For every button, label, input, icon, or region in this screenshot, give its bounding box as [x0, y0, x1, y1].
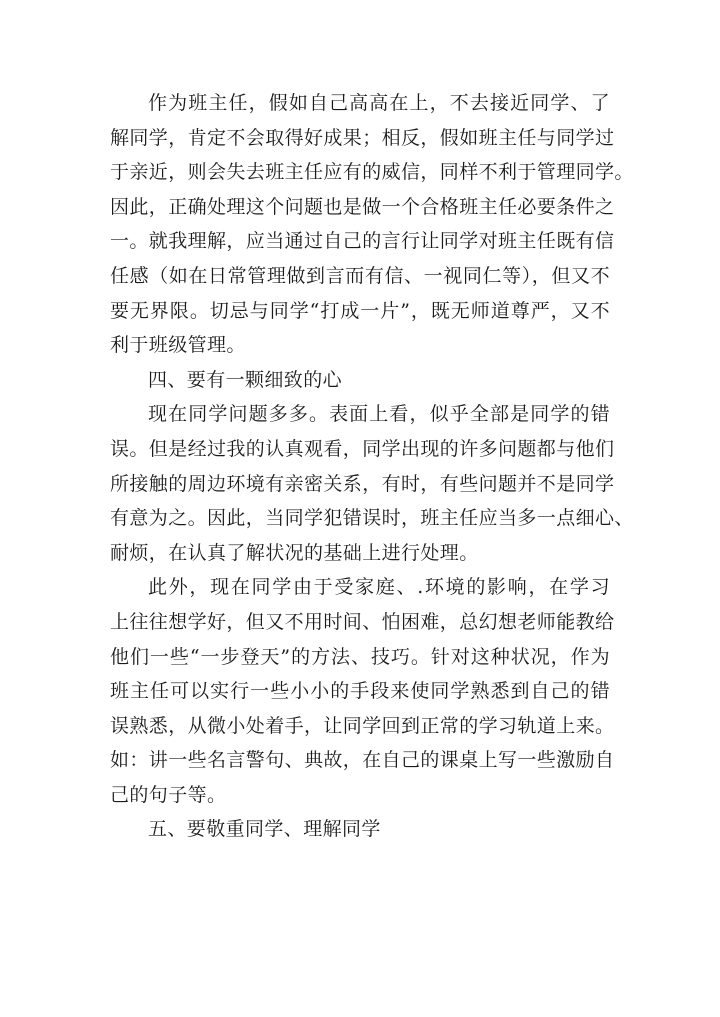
document-page [110, 86, 634, 847]
text-line: 耐烦，在认真了解状况的基础上进行处理。 [110, 541, 479, 564]
section-heading-5: 五、要敬重同学、理解同学 [148, 818, 381, 841]
text-line: 有意为之。因此，当同学犯错误时，班主任应当多一点细心、 [110, 507, 634, 530]
text-line: 一。就我理解，应当通过自己的言行让同学对班主任既有信 [110, 230, 615, 253]
text-line: 要无界限。切忌与同学“打成一片”，既无师道尊严，又不 [110, 299, 610, 322]
text-line: 己的句子等。 [110, 783, 227, 806]
text-line: 上往往想学好，但又不用时间、怕困难，总幻想老师能教给 [110, 610, 615, 633]
section-heading-4: 四、要有一颗细致的心 [148, 368, 343, 391]
text-line: 任感（如在日常管理做到言而有信、一视同仁等），但又不 [110, 264, 610, 287]
paragraph-student-problems [110, 397, 634, 570]
text-line: 所接触的周边环境有亲密关系，有时，有些问题并不是同学 [110, 472, 615, 495]
text-line: 此外，现在同学由于受家庭、.环境的影响，在学习 [148, 576, 610, 599]
text-line: 因此，正确处理这个问题也是做一个合格班主任必要条件之 [110, 195, 615, 218]
text-line: 如：讲一些名言警句、典故，在自己的课桌上写一些激励自 [110, 749, 615, 772]
text-line: 误。但是经过我的认真观看，同学出现的许多问题都与他们 [110, 437, 615, 460]
text-line: 解同学，肯定不会取得好成果；相反，假如班主任与同学过 [110, 126, 615, 149]
paragraph-family-environment [110, 570, 615, 812]
text-line: 于亲近，则会失去班主任应有的威信，同样不利于管理同学。 [110, 161, 634, 184]
text-line: 班主任可以实行一些小小的手段来使同学熟悉到自己的错 [110, 680, 610, 703]
text-line: 现在同学问题多多。表面上看，似乎全部是同学的错 [148, 403, 610, 426]
text-line: 他们一些“一步登天”的方法、技巧。针对这种状况，作为 [110, 645, 610, 668]
paragraph-class-teacher-distance [110, 86, 634, 363]
text-line: 作为班主任，假如自己高高在上，不去接近同学、了 [148, 92, 610, 114]
text-line: 利于班级管理。 [110, 334, 246, 357]
text-line: 误熟悉，从微小处着手，让同学回到正常的学习轨道上来。 [110, 714, 615, 737]
